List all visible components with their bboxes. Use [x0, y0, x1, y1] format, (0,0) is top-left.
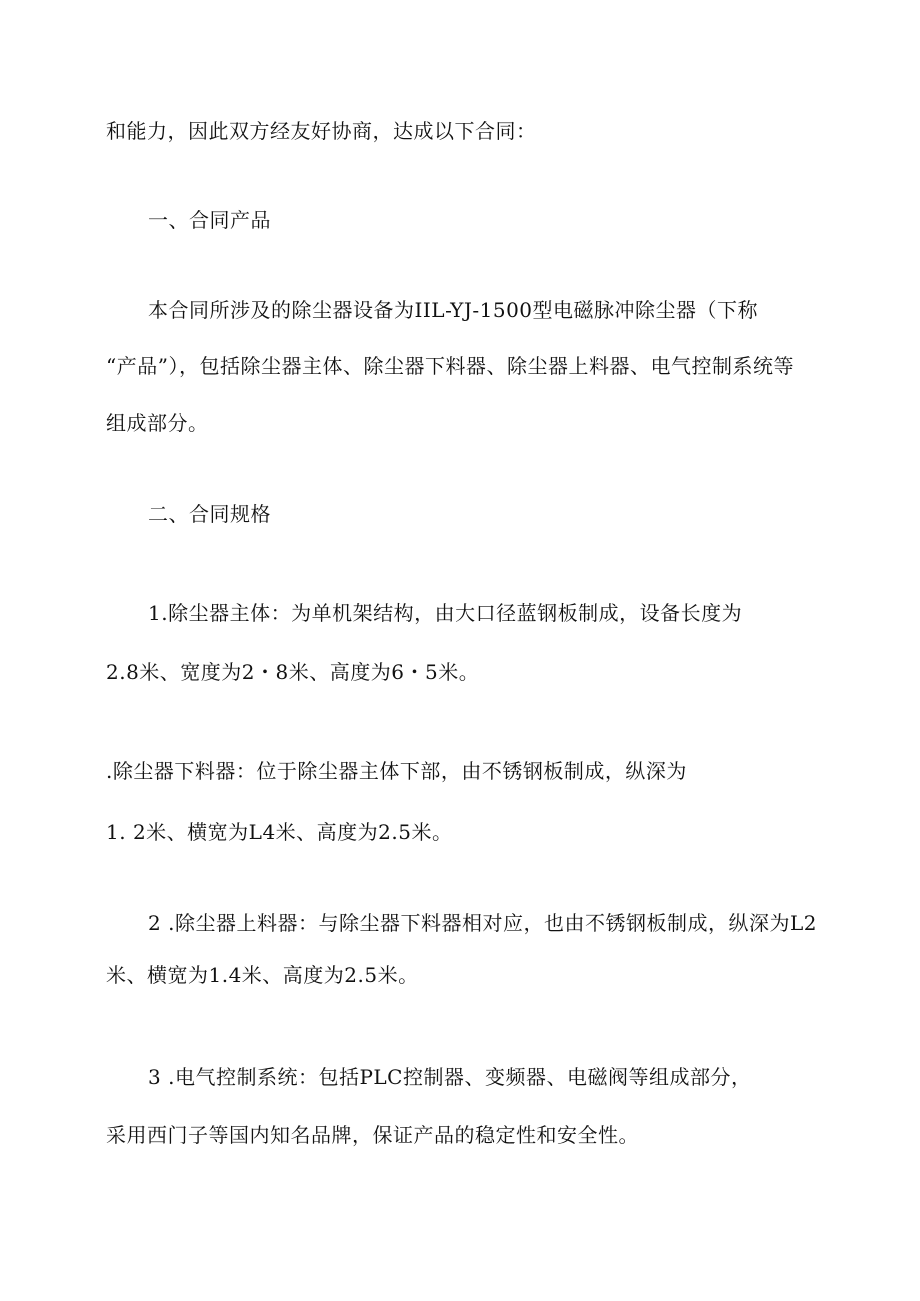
intro-line: 和能力，因此双方经友好协商，达成以下合同： [106, 119, 537, 143]
section1-para-line2: “产品”），包括除尘器主体、除尘器下料器、除尘器上料器、电气控制系统等 [106, 354, 794, 378]
section2-heading: 二、合同规格 [148, 502, 271, 526]
section1-para-line3: 组成部分。 [106, 411, 209, 435]
item2-line2: 1. 2米、横宽为L4米、高度为2.5米。 [106, 820, 453, 844]
section1-para-line1: 本合同所涉及的除尘器设备为IIL-YJ-1500型电磁脉冲除尘器（下称 [148, 298, 759, 322]
item3-line1: 2 .除尘器上料器：与除尘器下料器相对应，也由不锈钢板制成，纵深为L2 [148, 911, 817, 935]
item2-line1: .除尘器下料器：位于除尘器主体下部，由不锈钢板制成，纵深为 [106, 759, 687, 783]
item3-line2: 米、横宽为1.4米、高度为2.5米。 [106, 963, 419, 987]
item4-line2: 采用西门子等国内知名品牌，保证产品的稳定性和安全性。 [106, 1123, 639, 1147]
item1-line2: 2.8米、宽度为2・8米、高度为6・5米。 [106, 660, 480, 684]
item4-line1: 3 .电气控制系统：包括PLC控制器、变频器、电磁阀等组成部分， [148, 1065, 752, 1089]
section1-heading: 一、合同产品 [148, 208, 271, 232]
item1-line1: 1.除尘器主体：为单机架结构，由大口径蓝钢板制成，设备长度为 [148, 601, 743, 625]
